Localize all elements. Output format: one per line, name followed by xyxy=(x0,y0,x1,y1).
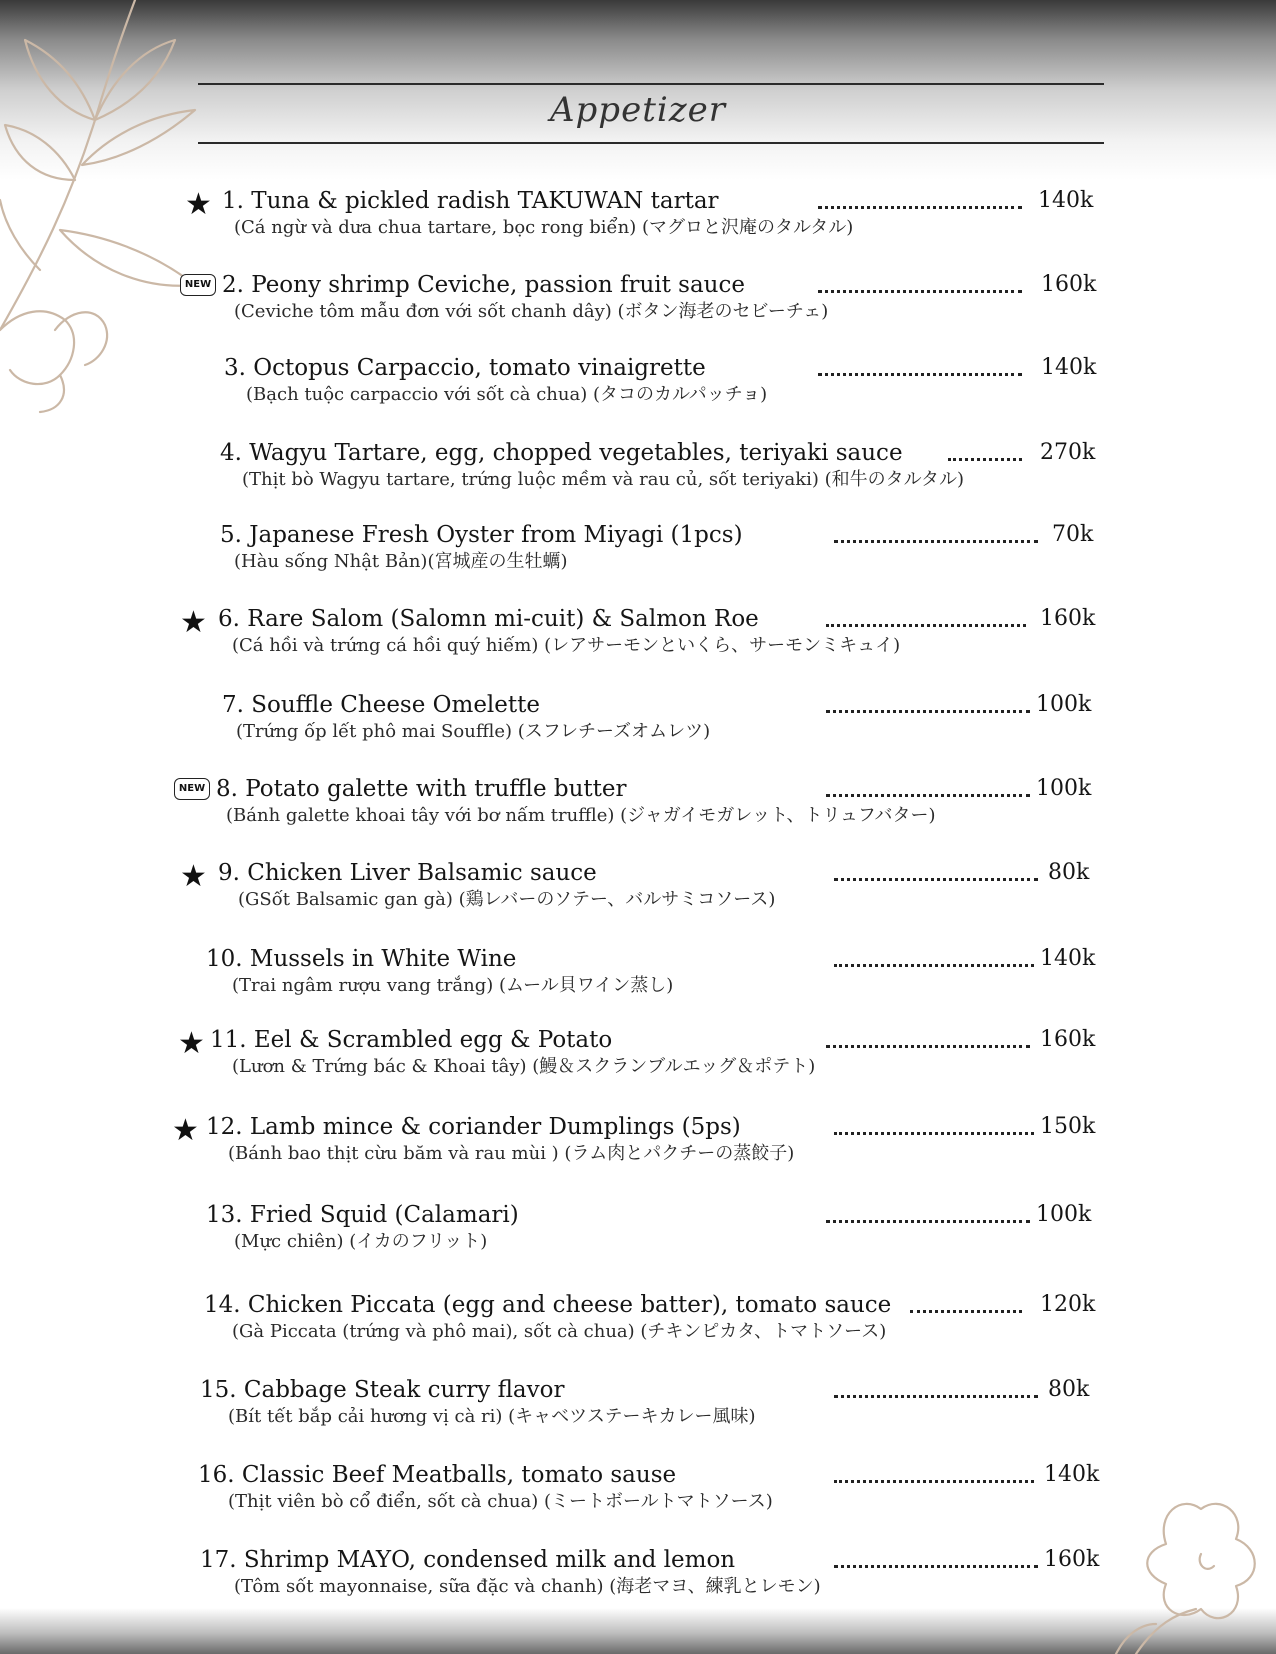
item-translation: (Cá hồi và trứng cá hồi quý hiếm) (レアサーモンといくら、サーモンミキュイ) xyxy=(232,635,901,656)
item-price: 150k xyxy=(1040,1114,1096,1139)
item-translation: (Hàu sống Nhật Bản)(宮城産の生牡蠣) xyxy=(234,551,568,572)
item-price: 140k xyxy=(1041,355,1097,380)
item-name: 12. Lamb mince & coriander Dumplings (5ps) xyxy=(206,1114,741,1140)
item-price: 160k xyxy=(1040,1027,1096,1052)
menu-item xyxy=(0,1545,1276,1615)
item-price: 100k xyxy=(1036,692,1092,717)
dot-leader xyxy=(834,1395,1038,1398)
menu-item xyxy=(0,1375,1276,1445)
menu-item xyxy=(0,270,1276,340)
item-name: 16. Classic Beef Meatballs, tomato sause xyxy=(198,1462,677,1488)
item-name: 10. Mussels in White Wine xyxy=(206,946,517,972)
dot-leader xyxy=(834,540,1038,543)
item-price: 100k xyxy=(1036,776,1092,801)
item-price: 140k xyxy=(1044,1462,1100,1487)
item-translation: (Trứng ốp lết phô mai Souffle) (スフレチーズオムレツ) xyxy=(236,721,711,742)
header-rule-top xyxy=(198,83,1104,85)
dot-leader xyxy=(834,1132,1034,1135)
item-price: 120k xyxy=(1040,1292,1096,1317)
star-icon: ★ xyxy=(178,1026,205,1061)
dot-leader xyxy=(834,1565,1038,1568)
item-translation: (Trai ngâm rượu vang trắng) (ムール貝ワイン蒸し) xyxy=(232,975,674,996)
item-name: 17. Shrimp MAYO, condensed milk and lemon xyxy=(200,1547,736,1573)
item-name: 5. Japanese Fresh Oyster from Miyagi (1pcs) xyxy=(220,522,743,548)
item-price: 80k xyxy=(1048,1377,1090,1402)
dot-leader xyxy=(834,964,1034,967)
menu-item xyxy=(0,1200,1276,1270)
menu-item xyxy=(0,1290,1276,1360)
dot-leader xyxy=(834,1480,1034,1483)
star-icon: ★ xyxy=(185,187,212,222)
menu-item xyxy=(0,690,1276,760)
item-name: 7. Souffle Cheese Omelette xyxy=(222,692,540,718)
menu-item xyxy=(0,944,1276,1014)
menu-item xyxy=(0,604,1276,674)
item-price: 160k xyxy=(1044,1547,1100,1572)
item-translation: (Cá ngừ và dưa chua tartare, bọc rong biển) (マグロと沢庵のタルタル) xyxy=(234,217,854,238)
item-translation: (Thịt viên bò cổ điển, sốt cà chua) (ミートボールトマトソース) xyxy=(228,1491,773,1512)
item-name: 1. Tuna & pickled radish TAKUWAN tartar xyxy=(222,188,719,214)
menu-item xyxy=(0,1460,1276,1530)
star-icon: ★ xyxy=(180,859,207,894)
item-price: 270k xyxy=(1040,440,1096,465)
item-translation: (Gà Piccata (trứng và phô mai), sốt cà chua) (チキンピカタ、トマトソース) xyxy=(232,1321,887,1342)
menu-item xyxy=(0,186,1276,256)
item-price: 160k xyxy=(1040,606,1096,631)
menu-item xyxy=(0,520,1276,590)
new-badge-icon: NEW xyxy=(174,778,210,800)
item-name: 8. Potato galette with truffle butter xyxy=(216,776,627,802)
dot-leader xyxy=(910,1310,1022,1313)
menu-item xyxy=(0,1025,1276,1095)
star-icon: ★ xyxy=(172,1113,199,1148)
item-price: 80k xyxy=(1048,860,1090,885)
item-price: 140k xyxy=(1038,188,1094,213)
item-name: 15. Cabbage Steak curry flavor xyxy=(200,1377,565,1403)
item-translation: (Lươn & Trứng bác & Khoai tây) (鰻＆スクランブルエッグ＆ポテト) xyxy=(232,1056,816,1077)
item-translation: (GSốt Balsamic gan gà) (鶏レバーのソテー、バルサミコソース) xyxy=(238,889,776,910)
menu-item xyxy=(0,438,1276,508)
menu-item xyxy=(0,774,1276,844)
item-name: 14. Chicken Piccata (egg and cheese batter), tomato sauce xyxy=(204,1292,892,1318)
dot-leader xyxy=(818,290,1022,293)
item-name: 3. Octopus Carpaccio, tomato vinaigrette xyxy=(224,355,706,381)
dot-leader xyxy=(826,710,1030,713)
item-price: 70k xyxy=(1052,522,1094,547)
item-translation: (Ceviche tôm mẫu đơn với sốt chanh dây) (ボタン海老のセビーチェ) xyxy=(234,301,829,322)
dot-leader xyxy=(818,373,1022,376)
menu-item xyxy=(0,353,1276,423)
section-title: Appetizer xyxy=(549,90,727,130)
item-name: 6. Rare Salom (Salomn mi-cuit) & Salmon Roe xyxy=(218,606,759,632)
item-name: 4. Wagyu Tartare, egg, chopped vegetables, teriyaki sauce xyxy=(220,440,903,466)
dot-leader xyxy=(818,206,1022,209)
item-price: 100k xyxy=(1036,1202,1092,1227)
item-translation: (Thịt bò Wagyu tartare, trứng luộc mềm và rau củ, sốt teriyaki) (和牛のタルタル) xyxy=(242,469,964,490)
item-price: 140k xyxy=(1040,946,1096,971)
new-badge-icon: NEW xyxy=(180,274,216,296)
item-translation: (Bánh galette khoai tây với bơ nấm truffle) (ジャガイモガレット、トリュフバター) xyxy=(226,805,936,826)
item-price: 160k xyxy=(1041,272,1097,297)
item-translation: (Bánh bao thịt cừu băm và rau mùi ) (ラム肉とパクチーの蒸餃子) xyxy=(228,1143,795,1164)
dot-leader xyxy=(826,1045,1030,1048)
star-icon: ★ xyxy=(180,605,207,640)
item-name: 9. Chicken Liver Balsamic sauce xyxy=(218,860,597,886)
dot-leader xyxy=(826,1220,1030,1223)
dot-leader xyxy=(834,878,1038,881)
item-translation: (Bạch tuộc carpaccio với sốt cà chua) (タコのカルパッチョ) xyxy=(246,384,768,405)
dot-leader xyxy=(826,624,1026,627)
item-name: 11. Eel & Scrambled egg & Potato xyxy=(210,1027,613,1053)
item-name: 13. Fried Squid (Calamari) xyxy=(206,1202,519,1228)
dot-leader xyxy=(826,794,1030,797)
item-translation: (Tôm sốt mayonnaise, sữa đặc và chanh) (海老マヨ、練乳とレモン) xyxy=(234,1576,821,1597)
header-rule-bottom xyxy=(198,142,1104,144)
item-translation: (Bít tết bắp cải hương vị cà ri) (キャベツステーキカレー風味) xyxy=(228,1406,756,1427)
menu-item xyxy=(0,1112,1276,1182)
item-name: 2. Peony shrimp Ceviche, passion fruit sauce xyxy=(222,272,745,298)
item-translation: (Mực chiên) (イカのフリット) xyxy=(234,1231,488,1252)
dot-leader xyxy=(948,458,1022,461)
menu-item xyxy=(0,858,1276,928)
